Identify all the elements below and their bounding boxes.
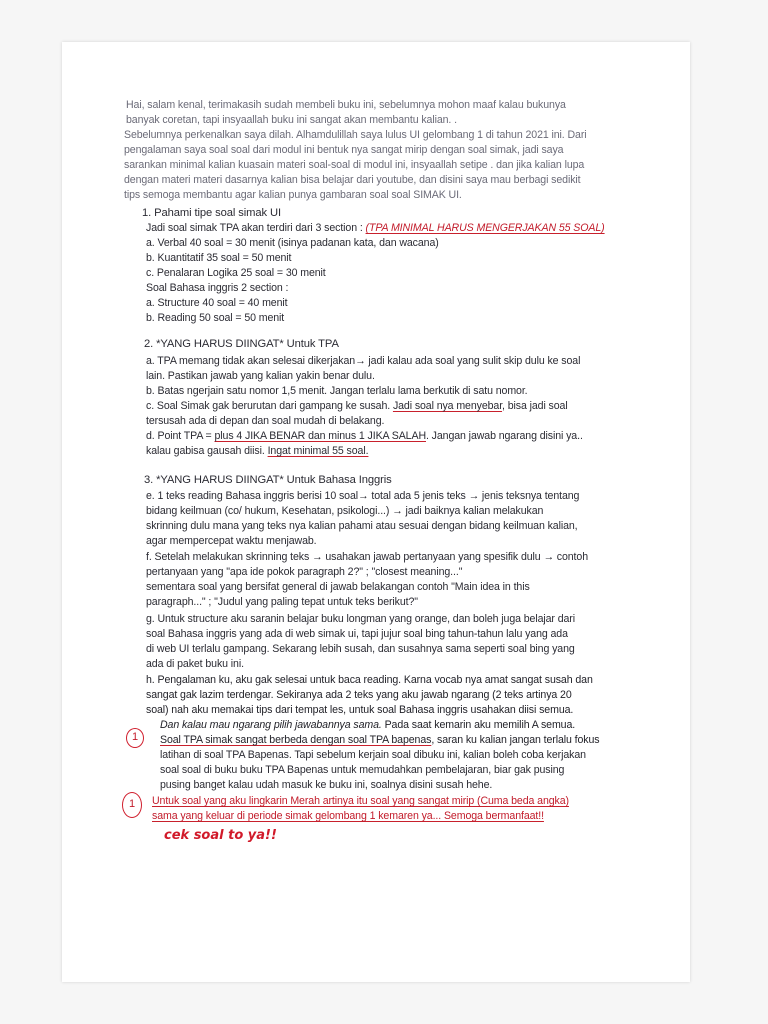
tip-j: Untuk soal yang aku lingkarin Merah artinya itu soal yang sangat mirip (Cuma beda angka) — [152, 795, 569, 807]
tip-h: h. Pengalaman ku, aku gak selesai untuk baca reading. Karna vocab nya amat sangat susah dan — [146, 674, 593, 686]
tip-f: paragraph..." ; "Judul yang paling tepat untuk teks berikut?" — [146, 596, 418, 608]
handwritten-note: cek soal to ya!! — [164, 828, 277, 843]
tip-g: di web UI terlalu gampang. Sekarang lebih susah, dan susahnya sama seperti soal bing yang — [146, 643, 575, 655]
tip-i: soal soal di buku buku TPA Bapenas untuk memudahkan pembelajaran, biar gak pusing — [160, 764, 565, 776]
intro-line: banyak coretan, tapi insyaallah buku ini sangat akan membantu kalian. . — [126, 114, 457, 126]
tip-i: pusing banget kalau udah masuk ke buku ini, soalnya disini susah hehe. — [160, 779, 493, 791]
intro-line: pengalaman saya soal soal dari modul ini bentuk nya sangat mirip dengan soal simak, jadi saya — [124, 144, 564, 156]
tip-f: sementara soal yang bersifat general di jawab belakangan contoh "Main idea in this — [146, 581, 530, 593]
red-circle-number: 1 — [132, 731, 139, 743]
tip-g: g. Untuk structure aku saranin belajar buku longman yang orange, dan boleh juga belajar dari — [146, 613, 575, 625]
tip-b: b. Batas ngerjain satu nomor 1,5 menit. Jangan terlalu lama berkutik di satu nomor. — [146, 385, 528, 397]
tpa-item: c. Penalaran Logika 25 soal = 30 menit — [146, 267, 326, 279]
tip-c-text: c. Soal Simak gak berurutan dari gampang ke susah. — [146, 400, 393, 412]
english-sections-lead: Soal Bahasa inggris 2 section : — [146, 282, 289, 294]
tip-h-italic: Dan kalau mau ngarang pilih jawabannya sama. — [160, 719, 382, 731]
tip-i-underlined: Soal TPA simak sangat berbeda dengan soal TPA bapenas — [160, 734, 432, 746]
tip-g: soal Bahasa inggris yang ada di web simak ui, tapi jujur soal bing tahun-tahun lalu yang ada — [146, 628, 568, 640]
tpa-item: a. Verbal 40 soal = 30 menit (isinya padanan kata, dan wacana) — [146, 237, 439, 249]
tip-g: ada di paket buku ini. — [146, 658, 244, 670]
english-item: b. Reading 50 soal = 50 menit — [146, 312, 285, 324]
tip-f: f. Setelah melakukan skrinning teks → usahakan jawab pertanyaan yang spesifik dulu → contoh — [146, 551, 588, 563]
tip-a: a. TPA memang tidak akan selesai dikerjakan→ jadi kalau ada soal yang sulit skip dulu ke soal — [146, 355, 581, 367]
english-item: a. Structure 40 soal = 40 menit — [146, 297, 288, 309]
tpa-item: b. Kuantitatif 35 soal = 50 menit — [146, 252, 292, 264]
tip-f: pertanyaan yang "apa ide pokok paragraph 2?" ; "closest meaning..." — [146, 566, 463, 578]
tip-i-text: , saran ku kalian jangan terlalu fokus — [431, 734, 600, 746]
tip-h-text: Pada saat kemarin aku memilih A semua. — [381, 719, 576, 731]
intro-line: Sebelumnya perkenalkan saya dilah. Alhamdulillah saya lulus UI gelombang 1 di tahun 2021 ini. Dari — [124, 129, 587, 141]
tip-e: e. 1 teks reading Bahasa inggris berisi 10 soal→ total ada 5 jenis teks → jenis teksnya tentang — [146, 490, 580, 502]
intro-line: Hai, salam kenal, terimakasih sudah membeli buku ini, sebelumnya mohon maaf kalau bukunya — [126, 99, 566, 111]
section-2-heading: 2. *YANG HARUS DIINGAT* Untuk TPA — [144, 338, 339, 350]
tip-c-text: , bisa jadi soal — [502, 400, 568, 412]
tip-e: bidang keilmuan (co/ hukum, Kesehatan, psikologi...) → jadi baiknya kalian melakukan — [146, 505, 544, 517]
tpa-sections-lead — [146, 222, 605, 234]
tpa-minimum-note: (TPA MINIMAL HARUS MENGERJAKAN 55 SOAL) — [365, 222, 605, 234]
tip-e: skrinning dulu mana yang teks nya kalian pahami atau sesuai dengan bidang keilmuan kalian, — [146, 520, 578, 532]
tip-c — [146, 400, 568, 412]
tip-d — [146, 445, 368, 457]
tip-d-text: d. Point TPA = — [146, 430, 215, 442]
tip-i — [160, 734, 599, 746]
tip-h: soal) nah aku memakai tips dari tempat les, untuk soal Bahasa inggris usahakan diisi semua. — [146, 704, 574, 716]
tip-c-underlined: Jadi soal nya menyebar — [392, 400, 503, 412]
tip-j: sama yang keluar di periode simak gelombang 1 kemaren ya... Semoga bermanfaat!! — [152, 810, 544, 822]
intro-line: tips semoga membantu agar kalian punya gambaran soal soal SIMAK UI. — [124, 189, 462, 201]
tip-d-underlined: Ingat minimal 55 soal. — [267, 445, 369, 457]
tip-i: latihan di soal TPA Bapenas. Tapi sebelum kerjain soal dibuku ini, kalian boleh coba kerjakan — [160, 749, 586, 761]
tpa-lead-text: Jadi soal simak TPA akan terdiri dari 3 section : — [146, 222, 366, 234]
tip-a: lain. Pastikan jawab yang kalian yakin benar dulu. — [146, 370, 375, 382]
tip-e: agar mempercepat waktu menjawab. — [146, 535, 317, 547]
intro-line: sarankan minimal kalian kuasain materi soal-soal di modul ini, insyaallah setipe . dan jika kalian lupa — [124, 159, 585, 171]
red-circle-number: 1 — [129, 798, 136, 810]
tip-c: tersusah ada di depan dan soal mudah di belakang. — [146, 415, 385, 427]
intro-line: dengan materi materi dasarnya kalian bisa belajar dari youtube, dan disini saya mau berbagi sedikit — [124, 174, 581, 186]
tip-d-text: kalau gabisa gausah diisi. — [146, 445, 268, 457]
section-3-heading: 3. *YANG HARUS DIINGAT* Untuk Bahasa Inggris — [144, 474, 392, 486]
tip-h: sangat gak lazim terdengar. Sekiranya ada 2 teks yang aku jawab ngarang (2 teks artinya 20 — [146, 689, 572, 701]
tip-d-text: . Jangan jawab ngarang disini ya.. — [426, 430, 583, 442]
tip-d — [146, 430, 583, 442]
tip-h — [160, 719, 575, 731]
tip-d-underlined: plus 4 JIKA BENAR dan minus 1 JIKA SALAH — [214, 430, 426, 442]
section-1-heading: 1. Pahami tipe soal simak UI — [142, 207, 281, 219]
